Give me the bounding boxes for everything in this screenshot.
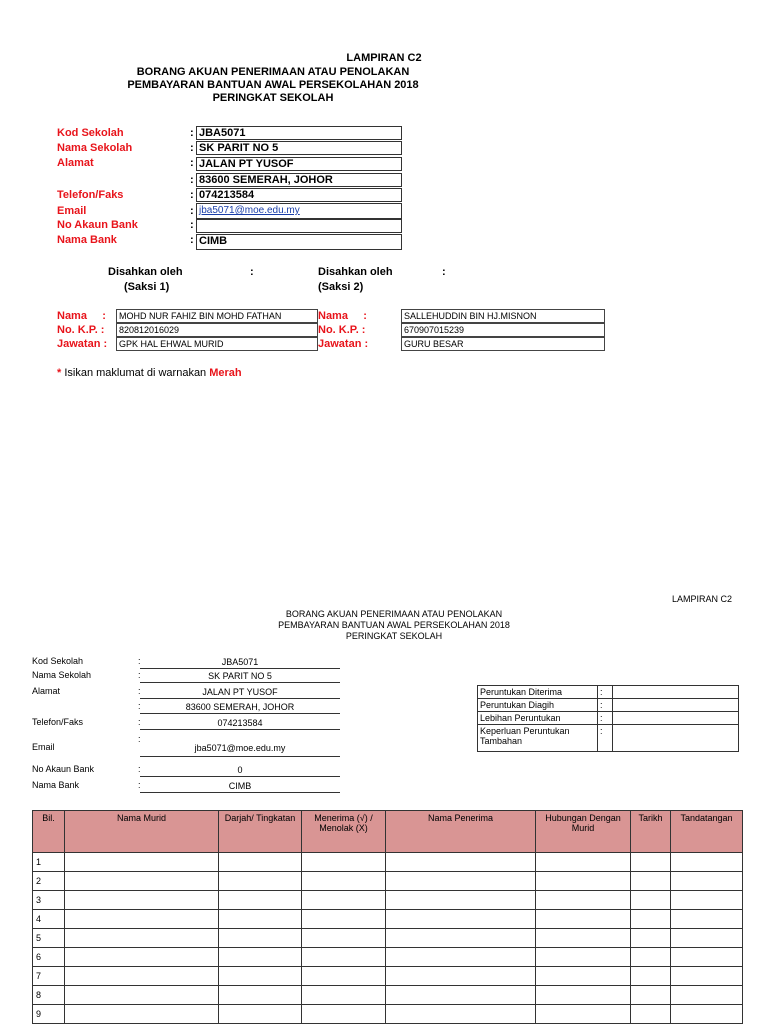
side-value[interactable] (613, 699, 739, 712)
cell[interactable] (219, 872, 302, 891)
cell[interactable] (219, 967, 302, 986)
cell[interactable] (671, 853, 743, 872)
table-row (478, 725, 739, 752)
note-star: * (57, 367, 62, 379)
witness1-sub: (Saksi 1) (124, 281, 170, 293)
table-header-row (33, 811, 743, 853)
alamat-field-1[interactable]: JALAN PT YUSOF (196, 157, 402, 171)
murid-table (32, 810, 743, 1024)
witness1-nama-field[interactable]: MOHD NUR FAHIZ BIN MOHD FATHAN (116, 309, 318, 323)
nama-bank-field[interactable]: CIMB (196, 234, 402, 250)
cell[interactable] (631, 1005, 671, 1024)
cell[interactable] (671, 872, 743, 891)
side-colon: : (598, 712, 613, 725)
cell[interactable] (671, 986, 743, 1005)
form2-kod-value[interactable]: JBA5071 (140, 656, 340, 669)
colon: : (190, 234, 194, 246)
side-label: Peruntukan Diterima (478, 686, 598, 699)
form2-email-value[interactable]: jba5071@moe.edu.my (140, 742, 340, 757)
note-red: Merah (209, 367, 242, 379)
witness2-kp-field[interactable]: 670907015239 (401, 323, 605, 337)
colon: : (138, 764, 141, 774)
witness1-heading: Disahkan oleh (108, 266, 183, 278)
alamat-field-2[interactable]: 83600 SEMERAH, JOHOR (196, 173, 402, 187)
form2-akaun-label: No Akaun Bank (32, 764, 95, 774)
cell[interactable] (631, 967, 671, 986)
side-label: Peruntukan Diagih (478, 699, 598, 712)
cell[interactable] (386, 891, 536, 910)
witness1-colon: : (250, 266, 254, 278)
form2-bank-label: Nama Bank (32, 780, 80, 790)
witness2-jawatan-label: Jawatan : (318, 338, 369, 350)
header-menerima: Menerima (√) / Menolak (X) (302, 811, 386, 853)
cell[interactable] (302, 967, 386, 986)
row-number: 8 (33, 986, 65, 1005)
colon: : (138, 717, 141, 727)
cell[interactable] (671, 1005, 743, 1024)
email-field[interactable]: jba5071@moe.edu.my (196, 203, 402, 219)
cell[interactable] (302, 891, 386, 910)
side-colon: : (598, 686, 613, 699)
nama-sekolah-label: Nama Sekolah (57, 142, 133, 154)
colon: : (138, 780, 141, 790)
cell[interactable] (386, 910, 536, 929)
colon: : (138, 656, 141, 666)
side-value[interactable] (613, 725, 739, 752)
colon: : (190, 142, 194, 154)
form2-email-label: Email (32, 742, 55, 752)
form2-kod-label: Kod Sekolah (32, 656, 84, 666)
cell[interactable] (219, 1005, 302, 1024)
cell[interactable] (631, 986, 671, 1005)
cell[interactable] (536, 910, 631, 929)
cell[interactable] (631, 910, 671, 929)
row-number: 4 (33, 910, 65, 929)
cell[interactable] (302, 948, 386, 967)
row-number: 7 (33, 967, 65, 986)
cell[interactable] (671, 929, 743, 948)
row-number: 3 (33, 891, 65, 910)
form2-alamat-value-1[interactable]: JALAN PT YUSOF (140, 686, 340, 699)
witness2-nama-field[interactable]: SALLEHUDDIN BIN HJ.MISNON (401, 309, 605, 323)
cell[interactable] (671, 891, 743, 910)
cell[interactable] (219, 853, 302, 872)
witness2-kp-label: No. K.P. : (318, 324, 366, 336)
table-row (33, 872, 743, 891)
side-value[interactable] (613, 712, 739, 725)
cell[interactable] (65, 948, 219, 967)
cell[interactable] (386, 929, 536, 948)
form2-telefon-label: Telefon/Faks (32, 717, 84, 727)
header-bil: Bil. (33, 811, 65, 853)
cell[interactable] (219, 929, 302, 948)
form2-bank-value[interactable]: CIMB (140, 780, 340, 793)
form2-title-line2: PEMBAYARAN BANTUAN AWAL PERSEKOLAHAN 2018 (278, 620, 510, 630)
peruntukan-table (477, 685, 739, 752)
nama-sekolah-field[interactable]: SK PARIT NO 5 (196, 141, 402, 155)
lampiran-label-1: LAMPIRAN C2 (346, 52, 422, 64)
table-row (33, 1005, 743, 1024)
alamat-label: Alamat (57, 157, 94, 169)
colon: : (138, 686, 141, 696)
witness2-colon: : (442, 266, 446, 278)
form2-akaun-value[interactable]: 0 (140, 764, 340, 777)
colon: : (190, 157, 194, 169)
witness2-heading: Disahkan oleh (318, 266, 393, 278)
table-row (33, 929, 743, 948)
cell[interactable] (65, 891, 219, 910)
form2-title-line1: BORANG AKUAN PENERIMAAN ATAU PENOLAKAN (285, 609, 503, 619)
witness2-jawatan-field[interactable]: GURU BESAR (401, 337, 605, 351)
cell[interactable] (302, 872, 386, 891)
header-darjah: Darjah/ Tingkatan (219, 811, 302, 853)
cell[interactable] (386, 853, 536, 872)
telefon-label: Telefon/Faks (57, 189, 124, 201)
cell[interactable] (631, 948, 671, 967)
kod-sekolah-label: Kod Sekolah (57, 127, 124, 139)
cell[interactable] (536, 872, 631, 891)
colon: : (190, 219, 194, 231)
cell[interactable] (386, 967, 536, 986)
cell[interactable] (386, 948, 536, 967)
email-label: Email (57, 205, 87, 217)
colon: : (190, 174, 194, 186)
header-tandatangan: Tandatangan (671, 811, 743, 853)
cell[interactable] (536, 891, 631, 910)
table-row (33, 986, 743, 1005)
kod-sekolah-field[interactable]: JBA5071 (196, 126, 402, 140)
table-row (478, 699, 739, 712)
cell[interactable] (671, 967, 743, 986)
nama-bank-label: Nama Bank (57, 234, 117, 246)
table-row (33, 891, 743, 910)
row-number: 5 (33, 929, 65, 948)
row-number: 6 (33, 948, 65, 967)
side-colon: : (598, 725, 613, 752)
cell[interactable] (219, 891, 302, 910)
cell[interactable] (65, 986, 219, 1005)
telefon-field[interactable]: 074213584 (196, 188, 402, 202)
table-row (33, 910, 743, 929)
witness1-nama-label: Nama : (57, 310, 106, 322)
header-nama-murid: Nama Murid (65, 811, 219, 853)
table-row (478, 686, 739, 699)
form-title-line3: PERINGKAT SEKOLAH (212, 92, 334, 104)
cell[interactable] (65, 967, 219, 986)
colon: : (190, 127, 194, 139)
witness1-jawatan-label: Jawatan : (57, 338, 108, 350)
cell[interactable] (536, 948, 631, 967)
cell[interactable] (386, 986, 536, 1005)
cell[interactable] (302, 910, 386, 929)
cell[interactable] (65, 1005, 219, 1024)
row-number: 9 (33, 1005, 65, 1024)
colon: : (190, 189, 194, 201)
form-title-line2: PEMBAYARAN BANTUAN AWAL PERSEKOLAHAN 2018 (127, 79, 419, 91)
form-title-line1: BORANG AKUAN PENERIMAAN ATAU PENOLAKAN (136, 66, 410, 78)
cell[interactable] (65, 910, 219, 929)
cell[interactable] (536, 967, 631, 986)
colon: : (138, 670, 141, 680)
form2-alamat-value-2[interactable]: 83600 SEMERAH, JOHOR (140, 701, 340, 714)
witness1-jawatan-field[interactable]: GPK HAL EHWAL MURID (116, 337, 318, 351)
header-nama-penerima: Nama Penerima (386, 811, 536, 853)
cell[interactable] (302, 986, 386, 1005)
row-number: 2 (33, 872, 65, 891)
cell[interactable] (219, 986, 302, 1005)
header-tarikh: Tarikh (631, 811, 671, 853)
cell[interactable] (631, 929, 671, 948)
table-row (478, 712, 739, 725)
note-text: Isikan maklumat di warnakan (61, 367, 210, 379)
note (57, 367, 242, 379)
colon: : (190, 205, 194, 217)
cell[interactable] (536, 986, 631, 1005)
witness1-kp-field[interactable]: 820812016029 (116, 323, 318, 337)
cell[interactable] (219, 948, 302, 967)
header-hubungan: Hubungan Dengan Murid (536, 811, 631, 853)
cell[interactable] (386, 1005, 536, 1024)
cell[interactable] (219, 910, 302, 929)
cell[interactable] (65, 929, 219, 948)
side-value[interactable] (613, 686, 739, 699)
akaun-bank-field[interactable] (196, 219, 402, 233)
form2-title-line3: PERINGKAT SEKOLAH (345, 631, 443, 641)
side-colon: : (598, 699, 613, 712)
form2-nama-sekolah-value[interactable]: SK PARIT NO 5 (140, 670, 340, 683)
form2-telefon-value[interactable]: 074213584 (140, 717, 340, 730)
colon: : (138, 734, 141, 744)
table-row (33, 948, 743, 967)
witness2-nama-label: Nama : (318, 310, 367, 322)
cell[interactable] (65, 872, 219, 891)
cell[interactable] (302, 1005, 386, 1024)
cell[interactable] (302, 929, 386, 948)
form2-nama-sekolah-label: Nama Sekolah (32, 670, 92, 680)
cell[interactable] (386, 872, 536, 891)
akaun-bank-label: No Akaun Bank (57, 219, 138, 231)
colon: : (138, 701, 141, 711)
lampiran-label-2: LAMPIRAN C2 (672, 594, 733, 604)
cell[interactable] (631, 891, 671, 910)
witness2-sub: (Saksi 2) (318, 281, 364, 293)
cell[interactable] (671, 948, 743, 967)
cell[interactable] (302, 853, 386, 872)
cell[interactable] (671, 910, 743, 929)
cell[interactable] (536, 1005, 631, 1024)
table-row (33, 967, 743, 986)
cell[interactable] (631, 872, 671, 891)
cell[interactable] (536, 853, 631, 872)
witness1-kp-label: No. K.P. : (57, 324, 105, 336)
cell[interactable] (536, 929, 631, 948)
form2-alamat-label: Alamat (32, 686, 61, 696)
cell[interactable] (631, 853, 671, 872)
row-number: 1 (33, 853, 65, 872)
cell[interactable] (65, 853, 219, 872)
side-label: Keperluan Peruntukan Tambahan (478, 725, 598, 752)
table-row (33, 853, 743, 872)
side-label: Lebihan Peruntukan (478, 712, 598, 725)
